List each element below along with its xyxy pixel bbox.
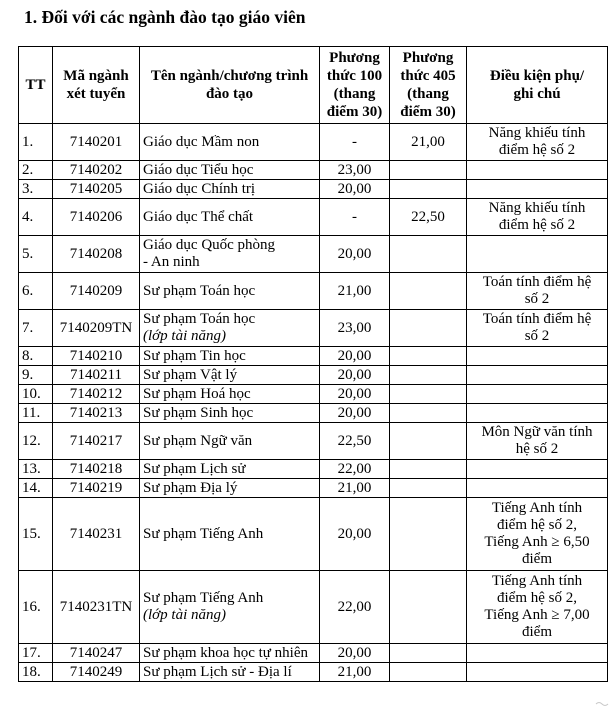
program-name: Giáo dục Tiểu học (143, 161, 254, 178)
program-name: Sư phạm Hoá học (143, 385, 251, 402)
cell-code: 7140209 (53, 273, 140, 310)
cell-name (140, 124, 320, 161)
cell-method-405: 22,50 (390, 199, 467, 236)
note-line: Toán tính điểm hệ (482, 311, 592, 327)
cell-note (467, 423, 608, 460)
header-method-100: Phương thức 100 (thang điểm 30) (320, 47, 390, 124)
cell-method-100: 20,00 (320, 180, 390, 199)
cell-method-100: 20,00 (320, 385, 390, 404)
cell-method-100: 22,00 (320, 571, 390, 644)
cell-code: 7140208 (53, 236, 140, 273)
cell-code: 7140231 (53, 498, 140, 571)
cell-note (467, 161, 608, 180)
program-name: Sư phạm Lịch sử (143, 460, 246, 477)
program-subtitle: (lớp tài năng) (143, 328, 226, 344)
cell-method-405: 21,00 (390, 124, 467, 161)
note-line: Môn Ngữ văn tính (481, 424, 593, 440)
cell-name (140, 479, 320, 498)
table-header-row (19, 47, 608, 124)
cell-method-100: 21,00 (320, 663, 390, 682)
program-name: Giáo dục Mầm non (143, 133, 260, 150)
cell-method-100: 20,00 (320, 236, 390, 273)
table-row (19, 199, 608, 236)
program-name: Sư phạm Vật lý (143, 366, 238, 383)
cell-method-405 (390, 479, 467, 498)
cell-method-100: 21,00 (320, 479, 390, 498)
cell-name (140, 385, 320, 404)
table-row (19, 479, 608, 498)
cell-method-100: - (320, 199, 390, 236)
table-row (19, 385, 608, 404)
cell-name (140, 423, 320, 460)
cell-note (467, 310, 608, 347)
program-name: Sư phạm khoa học tự nhiên (143, 644, 308, 661)
cell-name (140, 366, 320, 385)
cell-tt: 15. (19, 498, 53, 571)
cell-method-100: 20,00 (320, 347, 390, 366)
cell-code: 7140247 (53, 644, 140, 663)
note-line: hệ số 2 (515, 441, 559, 457)
cell-code: 7140202 (53, 161, 140, 180)
cell-note (467, 199, 608, 236)
cell-note (467, 460, 608, 479)
cell-method-405 (390, 347, 467, 366)
program-name: Sư phạm Tin học (143, 347, 246, 364)
cell-note (467, 347, 608, 366)
table-row (19, 663, 608, 682)
cell-note (467, 404, 608, 423)
program-subtitle: (lớp tài năng) (143, 607, 226, 623)
cell-method-405 (390, 571, 467, 644)
table-row (19, 423, 608, 460)
table-row (19, 366, 608, 385)
cell-code: 7140209TN (53, 310, 140, 347)
table-row (19, 644, 608, 663)
cell-name (140, 199, 320, 236)
cell-method-405 (390, 236, 467, 273)
table-row (19, 273, 608, 310)
program-name: Sư phạm Toán học (143, 282, 256, 299)
cell-name (140, 347, 320, 366)
cell-method-100: 22,50 (320, 423, 390, 460)
table-row (19, 310, 608, 347)
cell-tt: 11. (19, 404, 53, 423)
cell-tt: 6. (19, 273, 53, 310)
note-line: điểm (522, 624, 552, 640)
cell-tt: 3. (19, 180, 53, 199)
note-line: điểm (522, 551, 552, 567)
cell-tt: 10. (19, 385, 53, 404)
note-line: Năng khiếu tính (488, 200, 586, 216)
cell-method-100: 22,00 (320, 460, 390, 479)
cell-note (467, 236, 608, 273)
note-line: điểm hệ số 2 (498, 217, 576, 233)
cell-note (467, 479, 608, 498)
cell-tt: 7. (19, 310, 53, 347)
note-line: điểm hệ số 2, (497, 517, 577, 533)
cell-name (140, 460, 320, 479)
cell-name (140, 404, 320, 423)
cell-method-405 (390, 423, 467, 460)
table-body (19, 124, 608, 682)
cell-tt: 18. (19, 663, 53, 682)
cell-note (467, 366, 608, 385)
cell-method-405 (390, 273, 467, 310)
program-name: Sư phạm Toán học (143, 311, 256, 327)
note-line: số 2 (524, 291, 550, 307)
header-note: Điều kiện phụ/ ghi chú (467, 47, 608, 124)
header-method-405: Phương thức 405 (thang điểm 30) (390, 47, 467, 124)
cell-code: 7140219 (53, 479, 140, 498)
cell-method-100: 21,00 (320, 273, 390, 310)
program-name: Giáo dục Thể chất (143, 208, 254, 225)
cell-name (140, 161, 320, 180)
table-row (19, 236, 608, 273)
program-name: Giáo dục Quốc phòng (143, 237, 276, 253)
cell-method-100: 20,00 (320, 404, 390, 423)
note-line: số 2 (524, 328, 550, 344)
cell-method-405 (390, 460, 467, 479)
cell-tt: 14. (19, 479, 53, 498)
cell-method-100: 20,00 (320, 366, 390, 385)
program-name: Sư phạm Lịch sử - Địa lí (143, 663, 292, 680)
program-name: Sư phạm Tiếng Anh (143, 590, 264, 606)
program-name: Giáo dục Chính trị (143, 180, 256, 197)
cell-method-405 (390, 161, 467, 180)
corner-mark-icon (594, 700, 610, 708)
program-name: Sư phạm Sinh học (143, 404, 254, 421)
note-line: điểm hệ số 2, (497, 590, 577, 606)
cell-code: 7140231TN (53, 571, 140, 644)
cell-code: 7140212 (53, 385, 140, 404)
cell-method-405 (390, 404, 467, 423)
program-name-cont: - An ninh (143, 254, 200, 270)
cell-code: 7140205 (53, 180, 140, 199)
cell-code: 7140201 (53, 124, 140, 161)
note-line: Tiếng Anh ≥ 7,00 (484, 607, 590, 623)
note-line: Năng khiếu tính (488, 125, 586, 141)
cell-tt: 2. (19, 161, 53, 180)
table-row (19, 347, 608, 366)
admission-table (18, 46, 608, 682)
cell-tt: 9. (19, 366, 53, 385)
cell-method-100: 23,00 (320, 161, 390, 180)
cell-name (140, 273, 320, 310)
cell-note (467, 663, 608, 682)
table-row (19, 460, 608, 479)
note-line: Tiếng Anh tính (491, 573, 583, 589)
cell-code: 7140211 (53, 366, 140, 385)
cell-note (467, 124, 608, 161)
cell-code: 7140217 (53, 423, 140, 460)
header-tt: TT (19, 47, 53, 124)
cell-method-405 (390, 366, 467, 385)
cell-tt: 1. (19, 124, 53, 161)
cell-note (467, 385, 608, 404)
table-row (19, 180, 608, 199)
cell-name (140, 571, 320, 644)
cell-note (467, 180, 608, 199)
cell-tt: 16. (19, 571, 53, 644)
cell-method-405 (390, 310, 467, 347)
program-name: Sư phạm Địa lý (143, 479, 238, 496)
cell-tt: 17. (19, 644, 53, 663)
table-row (19, 124, 608, 161)
table-row (19, 404, 608, 423)
cell-method-100: 20,00 (320, 498, 390, 571)
program-name: Sư phạm Tiếng Anh (143, 525, 264, 542)
table-row (19, 161, 608, 180)
cell-name (140, 663, 320, 682)
cell-name (140, 498, 320, 571)
cell-name (140, 180, 320, 199)
section-heading: 1. Đối với các ngành đào tạo giáo viên (24, 7, 306, 27)
cell-tt: 5. (19, 236, 53, 273)
cell-method-100: - (320, 124, 390, 161)
cell-code: 7140213 (53, 404, 140, 423)
header-code: Mã ngành xét tuyển (53, 47, 140, 124)
note-line: Tiếng Anh tính (491, 500, 583, 516)
cell-method-100: 20,00 (320, 644, 390, 663)
note-line: Tiếng Anh ≥ 6,50 (484, 534, 590, 550)
note-line: điểm hệ số 2 (498, 142, 576, 158)
cell-method-405 (390, 180, 467, 199)
cell-tt: 8. (19, 347, 53, 366)
cell-note (467, 571, 608, 644)
cell-code: 7140249 (53, 663, 140, 682)
cell-code: 7140210 (53, 347, 140, 366)
cell-method-100: 23,00 (320, 310, 390, 347)
cell-name (140, 310, 320, 347)
cell-note (467, 498, 608, 571)
cell-method-405 (390, 663, 467, 682)
cell-tt: 13. (19, 460, 53, 479)
header-name: Tên ngành/chương trình đào tạo (140, 47, 320, 124)
note-line: Toán tính điểm hệ (482, 274, 592, 290)
cell-method-405 (390, 385, 467, 404)
cell-method-405 (390, 644, 467, 663)
cell-note (467, 273, 608, 310)
cell-name (140, 644, 320, 663)
cell-tt: 12. (19, 423, 53, 460)
cell-code: 7140218 (53, 460, 140, 479)
cell-method-405 (390, 498, 467, 571)
cell-code: 7140206 (53, 199, 140, 236)
table-row (19, 571, 608, 644)
cell-note (467, 644, 608, 663)
program-name: Sư phạm Ngữ văn (143, 432, 253, 449)
cell-name (140, 236, 320, 273)
table-row (19, 498, 608, 571)
cell-tt: 4. (19, 199, 53, 236)
